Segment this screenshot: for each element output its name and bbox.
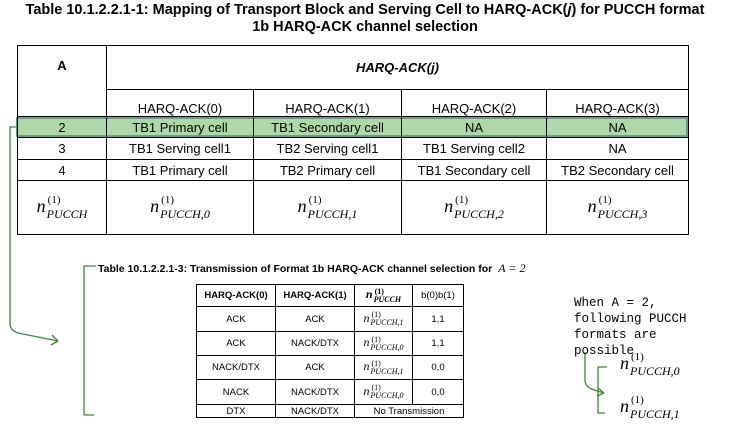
cell: TB1 Serving cell2 (402, 138, 547, 160)
cell: TB1 Serving cell1 (107, 138, 254, 160)
cell: DTX (197, 405, 276, 418)
col-header-harq-0: HARQ-ACK(0) (107, 90, 254, 117)
table-row (197, 356, 464, 380)
cell: TB1 Primary cell (107, 160, 254, 181)
cell: 1,1 (413, 307, 464, 332)
cell: ACK (276, 356, 355, 380)
cell: NA (547, 117, 689, 138)
n-pucch-label: n (1) PUCCH (18, 181, 107, 235)
cell: NACK/DTX (276, 380, 355, 405)
title-j: j (567, 2, 572, 18)
cell: NA (547, 138, 689, 160)
title-text-part2: ) for PUCCH format (571, 2, 705, 18)
title-text-line2: 1b HARQ-ACK channel selection (252, 19, 478, 35)
col-header-harq-1: HARQ-ACK(1) (254, 90, 402, 117)
note-format-1: n (1) PUCCH,1 (620, 394, 680, 421)
n-pucch-3: n (1) PUCCH,3 (547, 181, 689, 235)
sub-table-title: Table 10.1.2.2.1-3: Transmission of Format 1b HARQ-ACK channel selection for A = 2 (98, 261, 526, 275)
table-row (197, 380, 464, 405)
header-a: A (18, 46, 107, 117)
cell: TB2 Serving cell1 (254, 138, 402, 160)
cell: NA (402, 117, 547, 138)
cell-n: n (1) PUCCH,0 (355, 380, 413, 405)
n-pucch-0: n (1) PUCCH,0 (107, 181, 254, 235)
cell: NACK (197, 380, 276, 405)
table-row (197, 307, 464, 332)
title-text-part1: Table 10.1.2.2.1-1: Mapping of Transport Block and Serving Cell to HARQ-ACK( (25, 2, 568, 18)
cell: TB1 Primary cell (107, 117, 254, 138)
cell: 0,0 (413, 380, 464, 405)
sub-header-harq-0: HARQ-ACK(0) (197, 285, 276, 307)
transmission-table (196, 284, 464, 418)
cell: 0,0 (413, 356, 464, 380)
cell-n: n (1) PUCCH,0 (355, 332, 413, 356)
n-pucch-2: n (1) PUCCH,2 (402, 181, 547, 235)
sub-header-harq-1: HARQ-ACK(1) (276, 285, 355, 307)
note-format-0: n (1) PUCCH,0 (620, 351, 680, 378)
cell: 1,1 (413, 332, 464, 356)
cell-n: n (1) PUCCH,1 (355, 356, 413, 380)
cell: TB2 Secondary cell (547, 160, 689, 181)
cell: NACK/DTX (197, 356, 276, 380)
connector-line (10, 127, 58, 341)
cell: NACK/DTX (276, 405, 355, 418)
note-bracket (598, 367, 607, 413)
cell-a: 2 (18, 117, 107, 138)
cell: ACK (197, 307, 276, 332)
sub-header-b: b(0)b(1) (413, 285, 464, 307)
cell-n: n (1) PUCCH,1 (355, 307, 413, 332)
cell-a: 4 (18, 160, 107, 181)
sub-header-n-pucch: n (1) PUCCH (355, 285, 413, 307)
cell: NACK/DTX (276, 332, 355, 356)
cell-no-transmission: No Transmission (355, 405, 464, 418)
cell: TB2 Primary cell (254, 160, 402, 181)
n-pucch-1: n (1) PUCCH,1 (254, 181, 402, 235)
note-text: When A = 2, following PUCCH formats are possible (574, 296, 687, 358)
table-row (197, 332, 464, 356)
cell: TB1 Secondary cell (254, 117, 402, 138)
cell: ACK (276, 307, 355, 332)
cell-a: 3 (18, 138, 107, 160)
subtable-bracket (84, 266, 96, 415)
table-row (197, 405, 464, 418)
cell: ACK (197, 332, 276, 356)
cell: TB1 Secondary cell (402, 160, 547, 181)
col-header-harq-3: HARQ-ACK(3) (547, 90, 689, 117)
header-harq-ack-j: HARQ-ACK(j) (107, 46, 689, 90)
col-header-harq-2: HARQ-ACK(2) (402, 90, 547, 117)
